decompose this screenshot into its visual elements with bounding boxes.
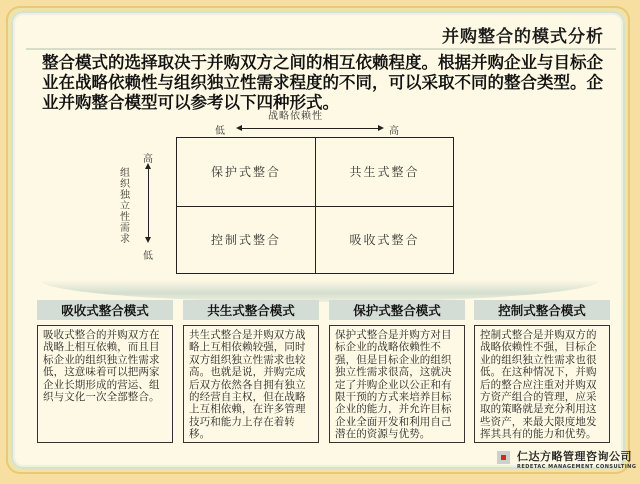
matrix-cell-control: 控制式整合 <box>177 206 315 274</box>
matrix-cell-protective: 保护式整合 <box>210 165 281 180</box>
vertical-double-arrow-icon <box>148 168 149 238</box>
y-axis-low: 低 <box>143 251 153 262</box>
y-axis-label: 组织独立性需求 <box>120 168 130 245</box>
x-axis-label: 战略依赖性 <box>268 111 323 122</box>
card-body: 保护式整合是并购方对目标企业的战略依赖性不强，但是目标企业的组织独立性需求很高，这就决定了并购企业以公正和有限干预的方式来培养目标企业的能力，并允许目标企业全面开发和利用自己潜在的资源与优势。 <box>329 325 465 443</box>
card-title: 共生式整合模式 <box>183 300 319 320</box>
card-body: 吸收式整合的并购双方在战略上相互依赖，而且目标企业的组织独立性需求低，这意味着可以把两家企业长期形成的营运、组织与文化一次全部整合。 <box>37 325 173 443</box>
page-title: 并购整合的模式分析 <box>442 27 604 47</box>
card-control <box>474 300 610 443</box>
matrix-cell-absorption: 吸收式整合 <box>315 206 453 274</box>
card-symbiotic <box>183 300 319 443</box>
card-body: 共生式整合是并购双方战略上互相依赖较强，同时双方组织独立性需求也较高。也就是说，并购完成后双方依然各自拥有独立的经营自主权，但在战略上互相依赖，在许多管理技巧和能力上存在着转移。 <box>183 325 319 443</box>
card-body: 控制式整合是并购双方的战略依赖性不强，目标企业的组织独立性需求也很低。在这种情况下，并购后的整合应注重对并购双方资产组合的管理，应采取的策略就是充分利用这些资产，来最大限度地发挥其具有的能力和优势。 <box>474 325 610 443</box>
matrix-cell-symbiotic: 共生式整合 <box>315 138 453 206</box>
card-title: 保护式整合模式 <box>329 300 465 320</box>
company-name-en: REDETAC MANAGEMENT CONSULTING <box>517 464 637 470</box>
card-title: 控制式整合模式 <box>474 300 610 320</box>
card-protective <box>329 300 465 443</box>
card-title: 吸收式整合模式 <box>37 300 173 320</box>
mode-cards <box>37 300 624 450</box>
intro-paragraph: 整合模式的选择取决于并购双方之间的相互依赖程度。根据并购企业与目标企业在战略依赖性与组织独立性需求程度的不同，可以采取不同的整合类型。企业并购整合模型可以参考以下四种形式。 <box>42 53 603 112</box>
y-axis-high: 高 <box>143 154 153 165</box>
horizontal-double-arrow-icon <box>241 128 379 129</box>
company-name-cn: 仁达方略管理咨询公司 <box>517 450 632 463</box>
x-axis-low: 低 <box>215 126 225 137</box>
x-axis-high: 高 <box>389 126 399 137</box>
title-divider <box>26 48 616 50</box>
integration-matrix <box>176 137 454 274</box>
card-absorption <box>37 300 173 443</box>
company-logo-icon <box>497 451 510 464</box>
